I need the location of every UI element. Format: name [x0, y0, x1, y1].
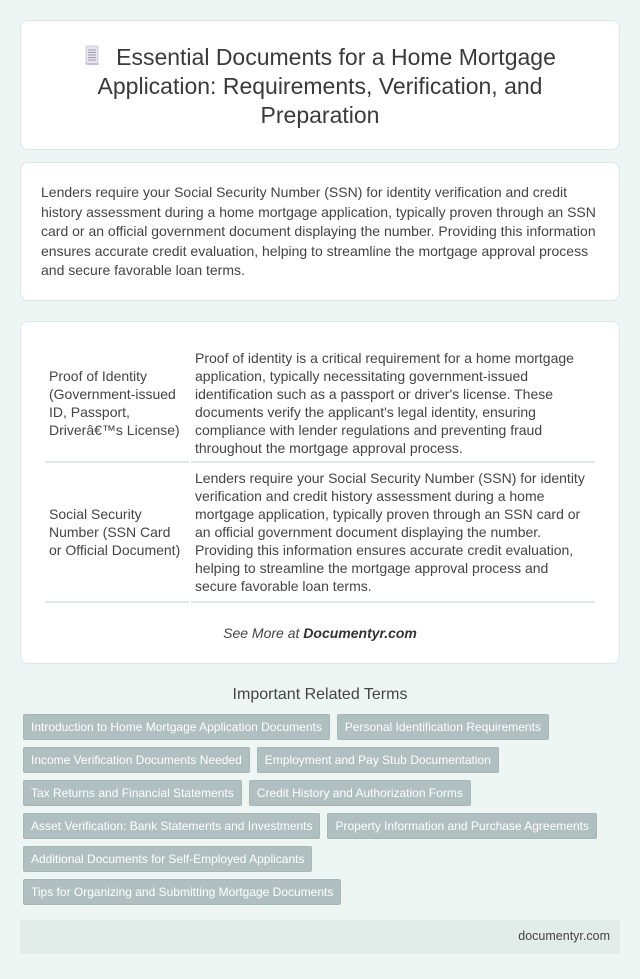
table-row	[45, 463, 595, 603]
footer	[20, 920, 620, 954]
table-cell-term: Social Security Number (SSN Card or Official Document)	[45, 463, 189, 603]
document-scroll-icon	[84, 45, 100, 67]
documents-table-card	[20, 321, 620, 664]
summary-text: Lenders require your Social Security Number (SSN) for identity verification and credit history assessment during a home mortgage application, typically proven through an SSN card or an official government document displaying the number. Providing this information ensures accurate credit evaluation, helping to streamline the mortgage approval process and secure favorable loan terms.	[41, 184, 596, 278]
table-cell-term: Proof of Identity (Government-issued ID, Passport, Driverâ€™s License)	[45, 346, 189, 463]
documents-table	[43, 346, 597, 603]
related-term-tag[interactable]: Income Verification Documents Needed	[23, 747, 250, 773]
table-cell-description: Lenders require your Social Security Number (SSN) for identity verification and credit history assessment during a home mortgage application, typically proven through an SSN card or an official government document displaying the number. Providing this information ensures accurate credit evaluation, helping to streamline the mortgage approval process and secure favorable loan terms.	[191, 463, 595, 603]
see-more-link[interactable]: Documentyr.com	[303, 625, 417, 641]
related-term-tag[interactable]: Credit History and Authorization Forms	[249, 780, 471, 806]
related-terms-list	[20, 714, 620, 905]
related-term-tag[interactable]: Property Information and Purchase Agreements	[327, 813, 596, 839]
see-more	[43, 625, 597, 641]
related-term-tag[interactable]: Tax Returns and Financial Statements	[23, 780, 242, 806]
page-title-text: Essential Documents for a Home Mortgage Application: Requirements, Verification, and Preparation	[97, 44, 556, 128]
related-terms-title: Important Related Terms	[232, 686, 408, 703]
related-term-tag[interactable]: Tips for Organizing and Submitting Mortgage Documents	[23, 879, 341, 905]
related-term-tag[interactable]: Asset Verification: Bank Statements and Investments	[23, 813, 320, 839]
related-term-tag[interactable]: Employment and Pay Stub Documentation	[257, 747, 499, 773]
summary-card	[20, 162, 620, 301]
table-cell-description: Proof of identity is a critical requirement for a home mortgage application, typically necessitating government-issued identification such as a passport or driver's license. These documents verify the applicant's legal identity, ensuring compliance with lender regulations and preventing fraud throughout the mortgage approval process.	[191, 346, 595, 463]
see-more-prefix: See More at	[223, 625, 304, 641]
table-row	[45, 346, 595, 463]
related-term-tag[interactable]: Personal Identification Requirements	[337, 714, 549, 740]
page-title	[51, 43, 589, 130]
related-term-tag[interactable]: Additional Documents for Self-Employed Applicants	[23, 846, 312, 872]
header-card	[20, 20, 620, 150]
related-term-tag[interactable]: Introduction to Home Mortgage Application Documents	[23, 714, 330, 740]
footer-site-link[interactable]: documentyr.com	[518, 929, 610, 943]
